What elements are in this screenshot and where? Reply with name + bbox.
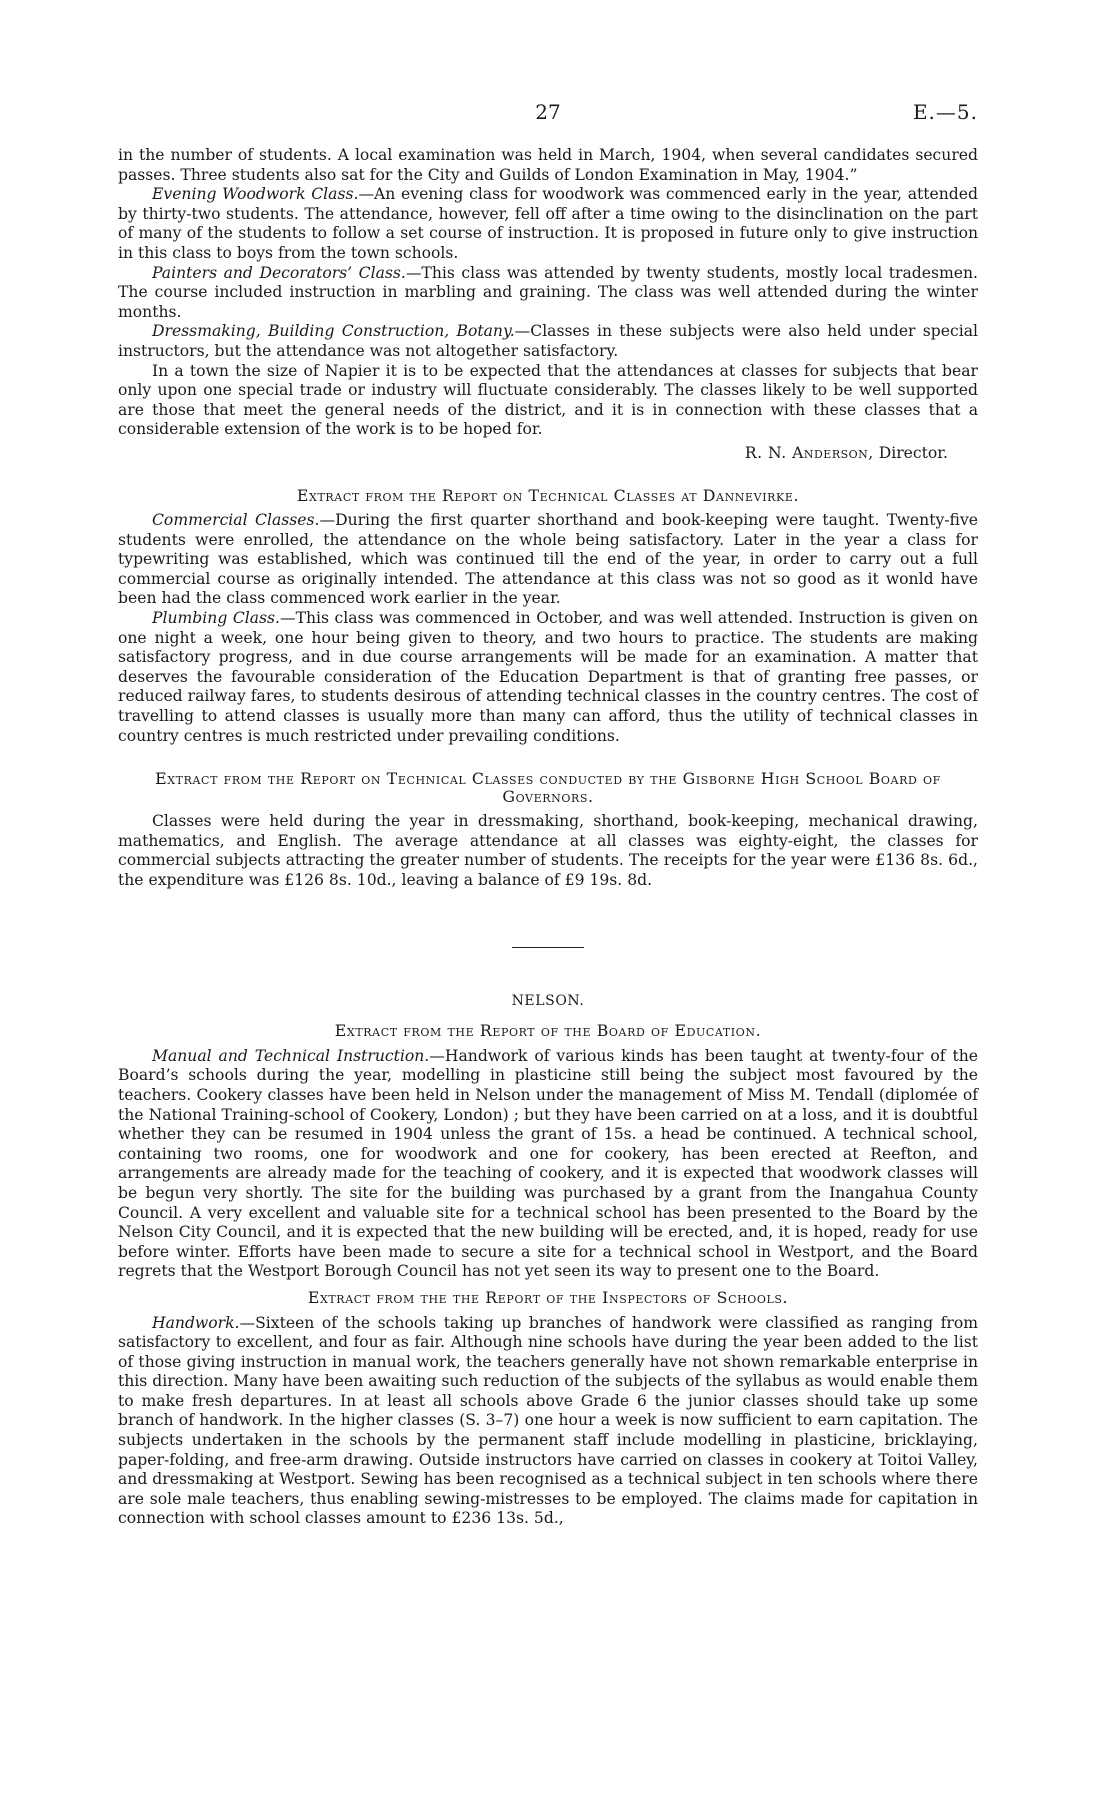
signature-name: R. N. Anderson, — [744, 443, 874, 462]
paragraph-text: —Classes in these subjects were also held under special instructors, but the attendance was not altogether satisfactory. — [118, 322, 979, 360]
subsection-title: Commercial Classes. — [152, 511, 320, 530]
section-heading: Extract from the Report on Technical Classes at Dannevirke. — [296, 485, 800, 505]
section-heading: Extract from the Report of the Board of Education. — [334, 1021, 762, 1041]
district-heading: NELSON. — [511, 992, 585, 1009]
page-header — [118, 100, 978, 124]
subsection-title: Manual and Technical Instruction. — [152, 1046, 430, 1065]
subsection-title: Handwork. — [152, 1313, 240, 1332]
paragraph-text: —Handwork of various kinds has been taught at twenty-four of the Board’s schools during the year, modelling in plasticine still being the subject most favoured by the teachers. Cookery classes have been held in Nelson under the management of Miss M. Tendall (diplomée of the National Training-school of Cookery, London) ; but they have been carried on at a loss, and it is doubtful whether they can be resumed in 1904 unless the grant of 15s. a head be continued. A technical school, containing two rooms, one for woodwork and one for cookery, has been erected at Reefton, and arrangements are already made for the teaching of cookery, and it is expected that woodwork classes will be begun very shortly. The site for the building was purchased by a grant from the Inangahua County Council. A very excellent and valuable site for a technical school has been presented to the Board by the Nelson City Council, and it is expected that the new building will be erected, and, it is hoped, ready for use before winter. Efforts have been made to secure a site for a technical school in Westport, and the Board regrets that the Westport Borough Council has not yet seen its way to present one to the Board. — [118, 1046, 978, 1281]
paragraph: Classes were held during the year in dressmaking, shorthand, book-keeping, mechanical drawing, mathematics, and English. The average attendance at all classes was eighty-eight, the classes for commercial subjects attracting the greater number of students. The receipts for the year were £136 8s. 6d., the expenditure was £126 8s. 10d., leaving a balance of £9 19s. 8d. — [118, 812, 978, 889]
section-heading: Extract from the the Report of the Inspectors of Schools. — [307, 1287, 789, 1307]
paragraph — [118, 264, 978, 323]
signature — [118, 444, 948, 464]
paragraph — [118, 322, 978, 361]
subsection-title: Evening Woodwork Class. — [152, 185, 359, 204]
section-heading: Extract from the Report on Technical Classes conducted by the Gisborne High School Board of Governors. — [155, 769, 941, 807]
paragraph-text: —This class was attended by twenty students, mostly local tradesmen. The course included instruction in marbling and graining. The class was well attended during the winter months. — [118, 263, 978, 321]
paragraph: In a town the size of Napier it is to be expected that the attendances at classes for subjects that bear only upon one special trade or industry will fluctuate considerably. The classes likely to be well supported are those that meet the general needs of the district, and it is in connection with these classes that a considerable extension of the work is to be hoped for. — [118, 361, 978, 439]
paragraph — [118, 1314, 978, 1530]
section-divider — [512, 947, 584, 948]
subsection-title: Painters and Decorators’ Class. — [152, 263, 406, 282]
paragraph — [118, 185, 978, 263]
paragraph — [118, 609, 978, 746]
page-number: 27 — [535, 100, 561, 124]
document-reference: E.—5. — [912, 100, 978, 124]
signature-title: Director. — [878, 443, 948, 462]
paragraph — [118, 1047, 978, 1282]
paragraph-text: —During the first quarter shorthand and book-keeping were taught. Twenty-five students were enrolled, the attendance on the whole being satisfactory. Later in the year a class for typewriting was established, which was continued till the end of the year, in order to carry out a full commercial course as originally intended. The attendance at this class was not so good as it wonld have been had the class commenced work earlier in the year. — [118, 511, 978, 608]
paragraph-text: —Sixteen of the schools taking up branches of handwork were classified as ranging from satisfactory to excellent, and four as fair. Although nine schools have during the year been added to the list of those giving instruction in manual work, the teachers generally have not shown remarkable enterprise in this direction. Many have been awaiting such reduction of the subjects of the syllabus as would enable them to make fresh departures. In at least all schools above Grade 6 the junior classes should take up some branch of handwork. In the higher classes (S. 3–7) one hour a week is now sufficient to earn capitation. The subjects undertaken in the schools by the permanent staff include modelling in plasticine, bricklaying, paper-folding, and free-arm drawing. Outside instructors have carried on classes in cookery at Toitoi Valley, and dressmaking at Westport. Sewing has been recognised as a technical subject in ten schools where there are sole male teachers, thus enabling sewing-mistresses to be employed. The claims made for capitation in connection with school classes amount to £236 13s. 5d., — [118, 1313, 978, 1528]
paragraph — [118, 511, 978, 609]
paragraph: in the number of students. A local examination was held in March, 1904, when several candidates secured passes. Three students also sat for the City and Guilds of London Examination in May, 1904.” — [118, 146, 978, 184]
paragraph-text: —This class was commenced in October, and was well attended. Instruction is given on one night a week, one hour being given to theory, and two hours to practice. The students are making satisfactory progress, and in due course arrangements will be made for an examination. A matter that deserves the favourable consideration of the Education Department is that of granting free passes, or reduced railway fares, to students desirous of attending technical classes in the country centres. The cost of travelling to attend classes is usually more than many can afford, thus the utility of technical classes in country centres is much restricted under prevailing conditions. — [118, 609, 978, 745]
subsection-title: Dressmaking, Building Construction, Botany. — [152, 322, 515, 341]
paragraph-text: —An evening class for woodwork was commenced early in the year, attended by thirty-two students. The attendance, however, fell off after a time owing to the disinclination on the part of many of the students to follow a set course of instruction. It is proposed in future only to give instruction in this class to boys from the town schools. — [118, 185, 979, 262]
subsection-title: Plumbing Class. — [152, 609, 280, 628]
page-body — [118, 146, 978, 1529]
